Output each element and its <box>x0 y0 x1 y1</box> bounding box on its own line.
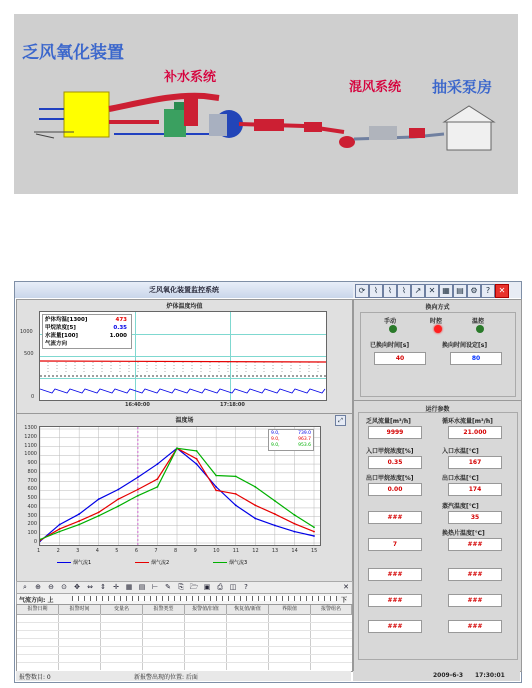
water-system-label: 补水系统 <box>164 70 217 85</box>
avg-y-tick: 0 <box>31 394 35 400</box>
status-date: 2009-6-3 <box>433 672 464 679</box>
param-label: 乏风流量[m³/h] <box>366 418 411 425</box>
table-icon[interactable]: ▦ <box>439 284 453 298</box>
legend-value: 473 <box>115 317 127 323</box>
data-point <box>59 524 61 526</box>
data-point <box>235 493 237 495</box>
annotate-icon[interactable]: ✎ <box>165 583 171 591</box>
tower-shape <box>164 109 186 137</box>
param-value: 7 <box>368 538 422 551</box>
mode-manual-label: 手动 <box>384 318 397 325</box>
furnace-shape <box>64 92 109 137</box>
main-toolbar <box>353 282 521 298</box>
param-value: 174 <box>448 483 502 496</box>
legend-label: 甲烷浓度[5] <box>45 325 76 331</box>
legend-item <box>45 324 129 332</box>
param-value: ### <box>448 594 502 607</box>
field-y-tick: 1200 <box>24 433 37 440</box>
readout-value: 963.7 <box>298 437 311 442</box>
set-time-label: 换向时间设定[s] <box>442 342 488 349</box>
marker-icon[interactable]: ⊢ <box>151 583 159 591</box>
param-value: 0.00 <box>368 483 422 496</box>
data-point <box>137 476 139 478</box>
print-icon[interactable]: ⎙ <box>217 583 223 591</box>
alarm-status-bar <box>16 671 351 681</box>
field-x-tick: 3 <box>76 548 80 554</box>
data-point <box>235 504 237 506</box>
field-y-tick: 600 <box>27 486 37 493</box>
zoom-reset-icon[interactable]: ⊙ <box>61 583 67 591</box>
data-point <box>78 524 80 526</box>
data-point <box>294 531 296 533</box>
alarm-column-header[interactable]: 报警时间 <box>59 605 101 614</box>
param-label: 出口甲烷浓度[%] <box>366 475 414 482</box>
methane-trace <box>40 389 325 393</box>
legend-value: 0.35 <box>113 325 127 331</box>
data-point <box>254 518 256 520</box>
airflow-label-right: 下 <box>341 597 348 604</box>
param-value: ### <box>448 568 502 581</box>
data-point <box>117 505 119 507</box>
set-time-input[interactable]: 80 <box>450 352 502 365</box>
alarm-column-header[interactable]: 报警日期 <box>17 605 59 614</box>
data-point <box>235 475 237 477</box>
pump-house-shape <box>447 122 491 150</box>
data-point <box>313 535 315 537</box>
data-point <box>59 531 61 533</box>
save-icon[interactable]: ▣ <box>203 583 211 591</box>
field-y-tick: 200 <box>27 521 37 528</box>
field-y-tick: 1100 <box>24 442 37 449</box>
legend-label: 水流量[100] <box>45 333 79 339</box>
refresh-icon[interactable]: ⟳ <box>355 284 369 298</box>
data-point <box>274 500 276 502</box>
param-value: ### <box>448 538 502 551</box>
param-value: ### <box>448 620 502 633</box>
legend-swatch <box>135 562 149 563</box>
field-y-tick: 400 <box>27 503 37 510</box>
legend-label: 气流方向 <box>45 341 68 347</box>
airflow-indicator <box>72 596 337 601</box>
preview-icon[interactable]: ◫ <box>229 583 237 591</box>
alarm-row-divider <box>17 630 352 631</box>
data-point <box>98 511 100 513</box>
field-x-tick: 10 <box>213 548 220 554</box>
data-point <box>215 475 217 477</box>
param-value: 9999 <box>368 426 422 439</box>
mode-temp-label: 温控 <box>472 318 485 325</box>
readout-row <box>271 443 311 449</box>
close-icon[interactable]: ✕ <box>343 583 349 591</box>
data-point <box>254 504 256 506</box>
param-label: 循环水流量[m³/h] <box>442 418 493 425</box>
field-x-tick: 4 <box>95 548 99 554</box>
param-value: ### <box>368 620 422 633</box>
field-x-tick: 1 <box>37 548 41 554</box>
field-y-tick: 800 <box>27 468 37 475</box>
readout-label: 9.0, <box>271 443 280 448</box>
settings-icon[interactable]: ⚙ <box>467 284 481 298</box>
pan-v-icon[interactable]: ⇕ <box>100 583 106 591</box>
data-point <box>117 489 119 491</box>
line-chart-icon[interactable]: ⌇ <box>369 284 383 298</box>
data-point <box>78 513 80 515</box>
data-point <box>117 498 119 500</box>
alarm-count: 报警数目: 0 <box>19 674 51 681</box>
readout-label: 9.0, <box>271 431 280 436</box>
alarm-column-header[interactable]: 报警组名 <box>311 605 352 614</box>
table-icon[interactable]: ▤ <box>138 583 146 591</box>
field-y-tick: 900 <box>27 460 37 467</box>
run-params-panel <box>353 400 522 672</box>
help-icon[interactable]: ? <box>481 284 495 298</box>
elapsed-value: 40 <box>374 352 426 365</box>
legend-swatch <box>57 562 71 563</box>
chart-legend-label: 烟气流1 <box>73 560 92 566</box>
alarm-position: 新报警出现的位置: 后面 <box>134 674 198 681</box>
param-value: 0.35 <box>368 456 422 469</box>
trend-icon[interactable]: ↗ <box>411 284 425 298</box>
param-value: 167 <box>448 456 502 469</box>
param-value: ### <box>368 511 422 524</box>
diagram-title: 乏风氧化装置 <box>22 43 124 63</box>
pan-h-icon[interactable]: ⇔ <box>87 583 93 591</box>
alarm-row-divider <box>17 662 352 663</box>
field-x-tick: 11 <box>232 548 240 554</box>
field-x-tick: 15 <box>311 548 318 554</box>
expand-icon[interactable]: ⤢ <box>335 415 346 426</box>
copy-icon[interactable]: ⎘ <box>178 583 184 591</box>
data-point <box>196 450 198 452</box>
avg-y-tick: 500 <box>24 351 34 357</box>
mode-time-label: 时控 <box>430 318 443 325</box>
mode-manual-lamp[interactable] <box>389 325 397 333</box>
temp-field-title: 温度场 <box>175 417 194 424</box>
param-label: 入口水温[℃] <box>442 448 479 455</box>
reversing-panel <box>353 299 522 401</box>
legend-item <box>45 316 129 324</box>
legend-label: 炉体均温[1300] <box>45 317 88 323</box>
line-chart-icon-2[interactable]: ⌇ <box>383 284 397 298</box>
data-point <box>59 528 61 530</box>
data-point <box>254 486 256 488</box>
avg-y-tick: 1000 <box>20 329 33 335</box>
field-y-tick: 100 <box>27 530 37 537</box>
field-y-tick: 500 <box>27 495 37 502</box>
field-x-tick: 2 <box>56 548 60 554</box>
temp-avg-title: 炉体温度均值 <box>166 303 203 310</box>
data-point <box>176 447 178 449</box>
alarm-table[interactable] <box>16 604 353 672</box>
data-point <box>78 520 80 522</box>
zoom-fit-icon[interactable]: ⌕ <box>23 583 27 591</box>
alarm-row-divider <box>17 622 352 623</box>
temp-field-panel <box>16 413 353 582</box>
param-value: 21.000 <box>448 426 502 439</box>
data-point <box>294 523 296 525</box>
field-x-tick: 5 <box>115 548 119 554</box>
zoom-out-icon[interactable]: ⊖ <box>48 583 54 591</box>
temp-avg-plot <box>39 311 327 401</box>
field-x-tick: 7 <box>154 548 158 554</box>
legend-value: 1.000 <box>109 333 127 339</box>
line-chart-icon-3[interactable]: ⌇ <box>397 284 411 298</box>
temp-field-legend <box>57 559 297 567</box>
cursor-icon[interactable]: ✛ <box>113 583 119 591</box>
field-x-tick: 13 <box>271 548 279 554</box>
param-value: 35 <box>448 511 502 524</box>
legend-swatch <box>213 562 227 563</box>
data-point <box>313 531 315 533</box>
status-time: 17:30:01 <box>475 672 505 679</box>
tools-icon[interactable]: ✕ <box>425 284 439 298</box>
field-y-tick: 700 <box>27 477 37 484</box>
data-point <box>98 515 100 517</box>
zoom-in-icon[interactable]: ⊕ <box>35 583 41 591</box>
data-point <box>313 526 315 528</box>
field-y-tick: 0 <box>33 539 37 545</box>
mode-temp-lamp[interactable] <box>476 325 484 333</box>
data-point <box>98 498 100 500</box>
avg-temp-trace <box>40 361 326 362</box>
temp-avg-panel <box>16 299 353 414</box>
param-label: 入口甲烷浓度[%] <box>366 448 414 455</box>
data-point <box>196 458 198 460</box>
alarm-column-header[interactable]: 变量名 <box>101 605 143 614</box>
data-point <box>294 514 296 516</box>
param-label: 出口水温[℃] <box>442 475 479 482</box>
field-y-tick: 300 <box>27 512 37 519</box>
field-x-tick: 14 <box>291 548 298 554</box>
mode-time-lamp[interactable] <box>434 325 442 333</box>
data-point <box>215 486 217 488</box>
help-icon[interactable]: ? <box>244 583 248 591</box>
data-point <box>137 495 139 497</box>
data-point <box>196 463 198 465</box>
alarm-column-header[interactable]: 恢复值/新值 <box>227 605 269 614</box>
alarm-row-divider <box>17 654 352 655</box>
monitor-window <box>14 281 522 683</box>
pump-house-label: 抽采泵房 <box>432 78 493 96</box>
field-x-tick: 8 <box>174 548 178 554</box>
avg-x-tick: 17:18:00 <box>220 402 245 408</box>
param-value: ### <box>368 594 422 607</box>
pan-icon[interactable]: ✥ <box>74 583 80 591</box>
clock-bar <box>353 671 520 681</box>
chart-legend-item <box>213 559 247 567</box>
readout-value: 739.0 <box>298 431 311 436</box>
data-point <box>157 463 159 465</box>
alarm-column-header[interactable]: 报警值/旧值 <box>185 605 227 614</box>
chart-legend-item <box>57 559 91 567</box>
field-x-tick: 9 <box>193 548 197 554</box>
temp-field-plot <box>39 426 321 546</box>
alarm-row-divider <box>17 646 352 647</box>
data-point <box>215 489 217 491</box>
open-icon[interactable]: 🗁 <box>189 583 199 591</box>
close-icon[interactable]: ✕ <box>495 284 509 298</box>
data-point <box>157 478 159 480</box>
chart-legend-label: 烟气流2 <box>151 560 170 566</box>
process-diagram <box>14 14 518 194</box>
data-point <box>274 513 276 515</box>
temp-field-readout <box>268 429 314 451</box>
reversing-title: 换向方式 <box>425 304 450 311</box>
field-y-tick: 1300 <box>24 425 37 431</box>
grid-icon[interactable]: ▤ <box>453 284 467 298</box>
data-point <box>157 486 159 488</box>
field-x-tick: 6 <box>134 548 139 554</box>
airflow-label: 气流方向: 上 <box>19 597 54 604</box>
avg-x-tick: 16:40:00 <box>125 402 150 408</box>
legend-item <box>45 340 129 348</box>
param-value: ### <box>368 568 422 581</box>
elapsed-label: 已换向时间[s] <box>370 342 410 349</box>
legend-item <box>45 332 129 340</box>
field-y-tick: 1000 <box>24 451 37 458</box>
chart-legend-item <box>135 559 169 567</box>
alarm-column-header[interactable]: 界限值 <box>269 605 311 614</box>
window-title: 乏风氧化装置监控系统 <box>15 282 353 298</box>
data-point <box>274 525 276 527</box>
field-x-tick: 12 <box>252 548 259 554</box>
mix-system-label: 混风系统 <box>349 80 402 95</box>
param-label: 换热片温度[℃] <box>442 530 485 537</box>
param-label: 蒸汽温度[℃] <box>442 503 479 510</box>
alarm-column-header[interactable]: 报警类型 <box>143 605 185 614</box>
temp-avg-legend <box>42 314 132 349</box>
alarm-row-divider <box>17 638 352 639</box>
readout-label: 9.0, <box>271 437 280 442</box>
data-point <box>137 489 139 491</box>
chart-legend-label: 烟气流3 <box>229 560 248 566</box>
readout-value: 953.6 <box>298 443 311 448</box>
grid-icon[interactable]: ▦ <box>125 583 133 591</box>
run-params-title: 运行参数 <box>425 406 450 413</box>
